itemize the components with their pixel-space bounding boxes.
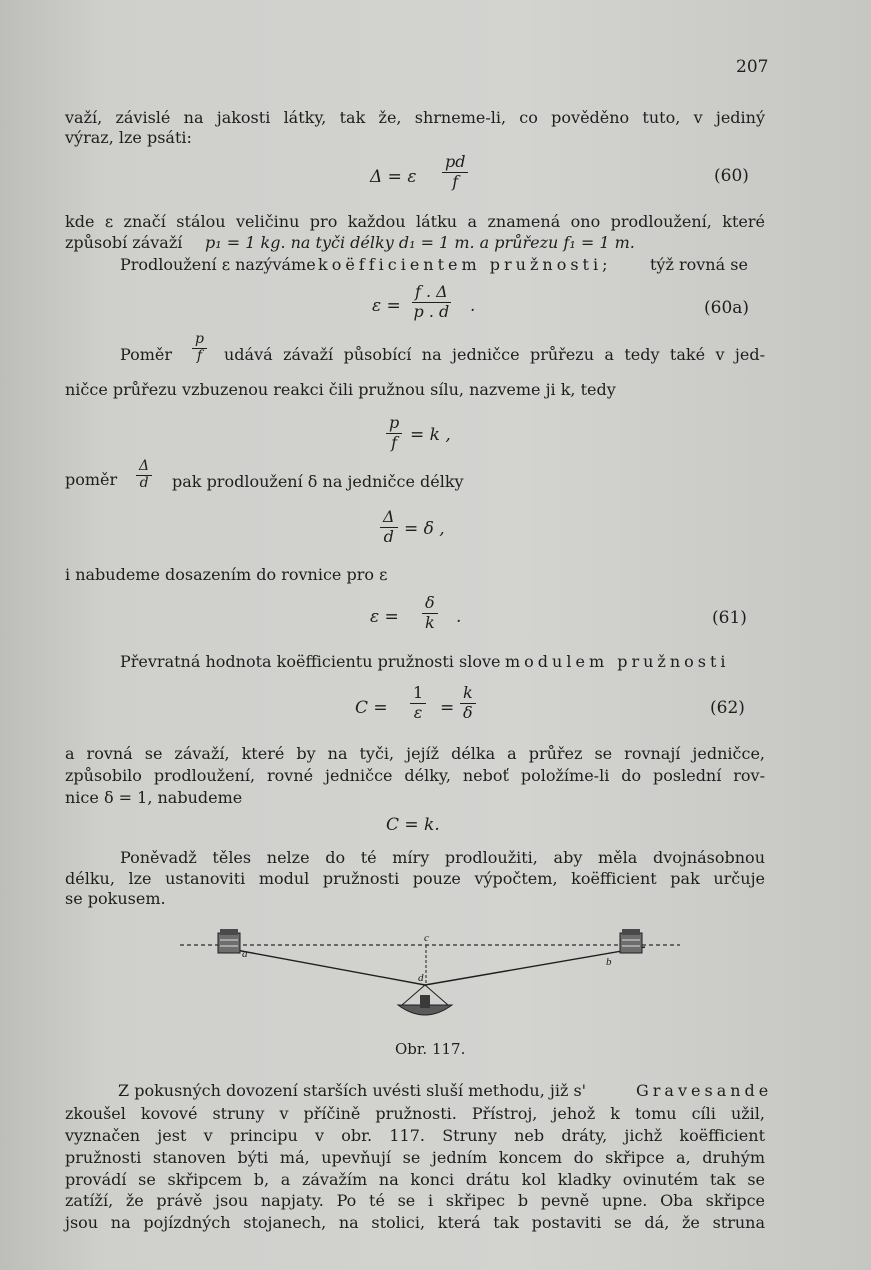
figure-caption: Obr. 117. [395,1040,466,1058]
fraction-numerator: p [192,332,207,349]
equation-k-rhs: = k , [410,425,451,445]
equation-62-fraction-1 [410,684,426,722]
label-b: b [606,956,612,968]
text-line: výraz, lze psáti: [65,128,192,147]
text-line: zkoušel kovové struny v příčině pružnosti. Přístroj, jehož k tomu cíli užil, [65,1104,765,1123]
clamp-a [218,929,240,953]
equation-62-label: (62) [710,698,745,718]
spaced-term: modulem pružnosti [505,652,730,671]
text-line: týž rovná se [650,255,748,274]
text-line: způsobí závaží [65,233,183,252]
string-right [425,947,645,985]
equation-62-mid: = [440,698,455,718]
equation-delta-rhs: = δ , [404,519,445,539]
equation-61-label: (61) [712,608,747,628]
fraction-denominator: p . d [413,302,450,321]
inline-fraction-delta-d [136,459,152,491]
equation-60-label: (60) [714,166,749,186]
text-line: ničce průřezu vzbuzenou reakci čili pružnou sílu, nazveme ji k, tedy [65,380,616,399]
spaced-term: koëfficientem pružnosti; [318,255,612,274]
text-line: Poněvadž těles nelze do té míry prodloužiti, aby měla dvojnásobnou [120,848,765,867]
equation-61-tail: . [456,607,462,627]
fraction-numerator: f . Δ [412,283,451,303]
text-line: provádí se skřipcem b, a závažím na konci drátu kol kladky ovinutém tak se [65,1170,765,1189]
fraction-numerator: p [386,414,402,434]
fraction-numerator: k [460,684,476,704]
text-line: Převratná hodnota koëfficientu pružnosti slove [120,652,501,671]
equation-62-fraction-2 [460,684,476,722]
fraction-denominator: d [139,475,149,491]
text-line: se pokusem. [65,889,166,908]
equation-60a-tail: . [470,296,476,316]
inline-fraction-p-f [192,332,207,364]
text-line: kde ε značí stálou veličinu pro každou látku a znamená ono prodloužení, které [65,212,765,231]
text-line: Z pokusných dovození starších uvésti sluší methodu, již s' [118,1081,587,1100]
text-line: i nabudeme dosazením do rovnice pro ε [65,565,388,584]
text-line: pružnosti stanoven býti má, upevňují se jedním koncem do skřipce a, druhým [65,1148,765,1167]
text-line: vyznačen jest v principu v obr. 117. Struny neb dráty, jichž koëfficient [65,1126,765,1145]
equation-60a-label: (60a) [704,298,750,318]
fraction-denominator: f [196,348,203,364]
label-d: d [418,972,424,984]
equation-60-lhs: Δ = ε [370,167,417,187]
equation-61-fraction [422,594,438,632]
string-left [220,947,425,985]
fraction-denominator: f [452,172,459,191]
fraction-numerator: Δ [136,459,152,476]
text-line: Prodloužení ε nazýváme [120,255,316,274]
text-line: pak prodloužení δ na jedničce délky [172,472,464,491]
text-line: p₁ = 1 kg. na tyči délky d₁ = 1 m. a průřezu f₁ = 1 m. [205,233,635,252]
text-line: Poměr [120,345,173,364]
text-line: udává závaží působící na jedničce průřezu a tedy také v jed- [224,345,765,364]
text-line: nice δ = 1, nabudeme [65,788,243,807]
page-number: 207 [736,57,769,77]
fraction-denominator: k [424,613,435,632]
fraction-denominator: ε [413,703,423,722]
text-line: a rovná se závaží, které by na tyči, jejíž délka a průřez se rovnají jedničce, [65,744,765,763]
fraction-numerator: pd [442,153,468,173]
text-line: způsobilo prodloužení, rovné jedničce délky, neboť položíme-li do poslední rov- [65,766,765,785]
fraction-numerator: δ [422,594,438,614]
fraction-denominator: δ [463,703,473,722]
label-a: a [242,948,248,960]
equation-61-lhs: ε = [370,607,399,627]
label-c: c [424,932,429,944]
text-line: zatíží, že právě jsou napjaty. Po té se i skřipec b pevně upne. Oba skřipce [65,1191,765,1210]
figure-117-diagram [180,925,680,1035]
text-line: poměr [65,470,118,489]
equation-60a-lhs: ε = [372,296,401,316]
clamp-b [620,929,642,953]
weight-block [420,995,430,1008]
text-line: délku, lze ustanoviti modul pružnosti pouze výpočtem, koëfficient pak určuje [65,869,765,888]
equation-C-k: C = k. [386,815,440,835]
equation-k-fraction [386,414,402,452]
equation-62-lhs: C = [355,698,388,718]
equation-delta-fraction [380,508,398,546]
fraction-numerator: Δ [380,508,398,528]
equation-60a-fraction [412,283,451,321]
fraction-denominator: d [383,527,394,546]
equation-60-fraction [442,153,468,191]
text-line: jsou na pojízdných stojanech, na stolici, která tak postaviti se dá, že struna [65,1213,765,1232]
spaced-term: Gravesande [636,1081,773,1100]
text-line: važí, závislé na jakosti látky, tak že, shrneme-li, co pověděno tuto, v jediný [65,108,765,127]
fraction-numerator: 1 [410,684,426,704]
fraction-denominator: f [391,433,398,452]
